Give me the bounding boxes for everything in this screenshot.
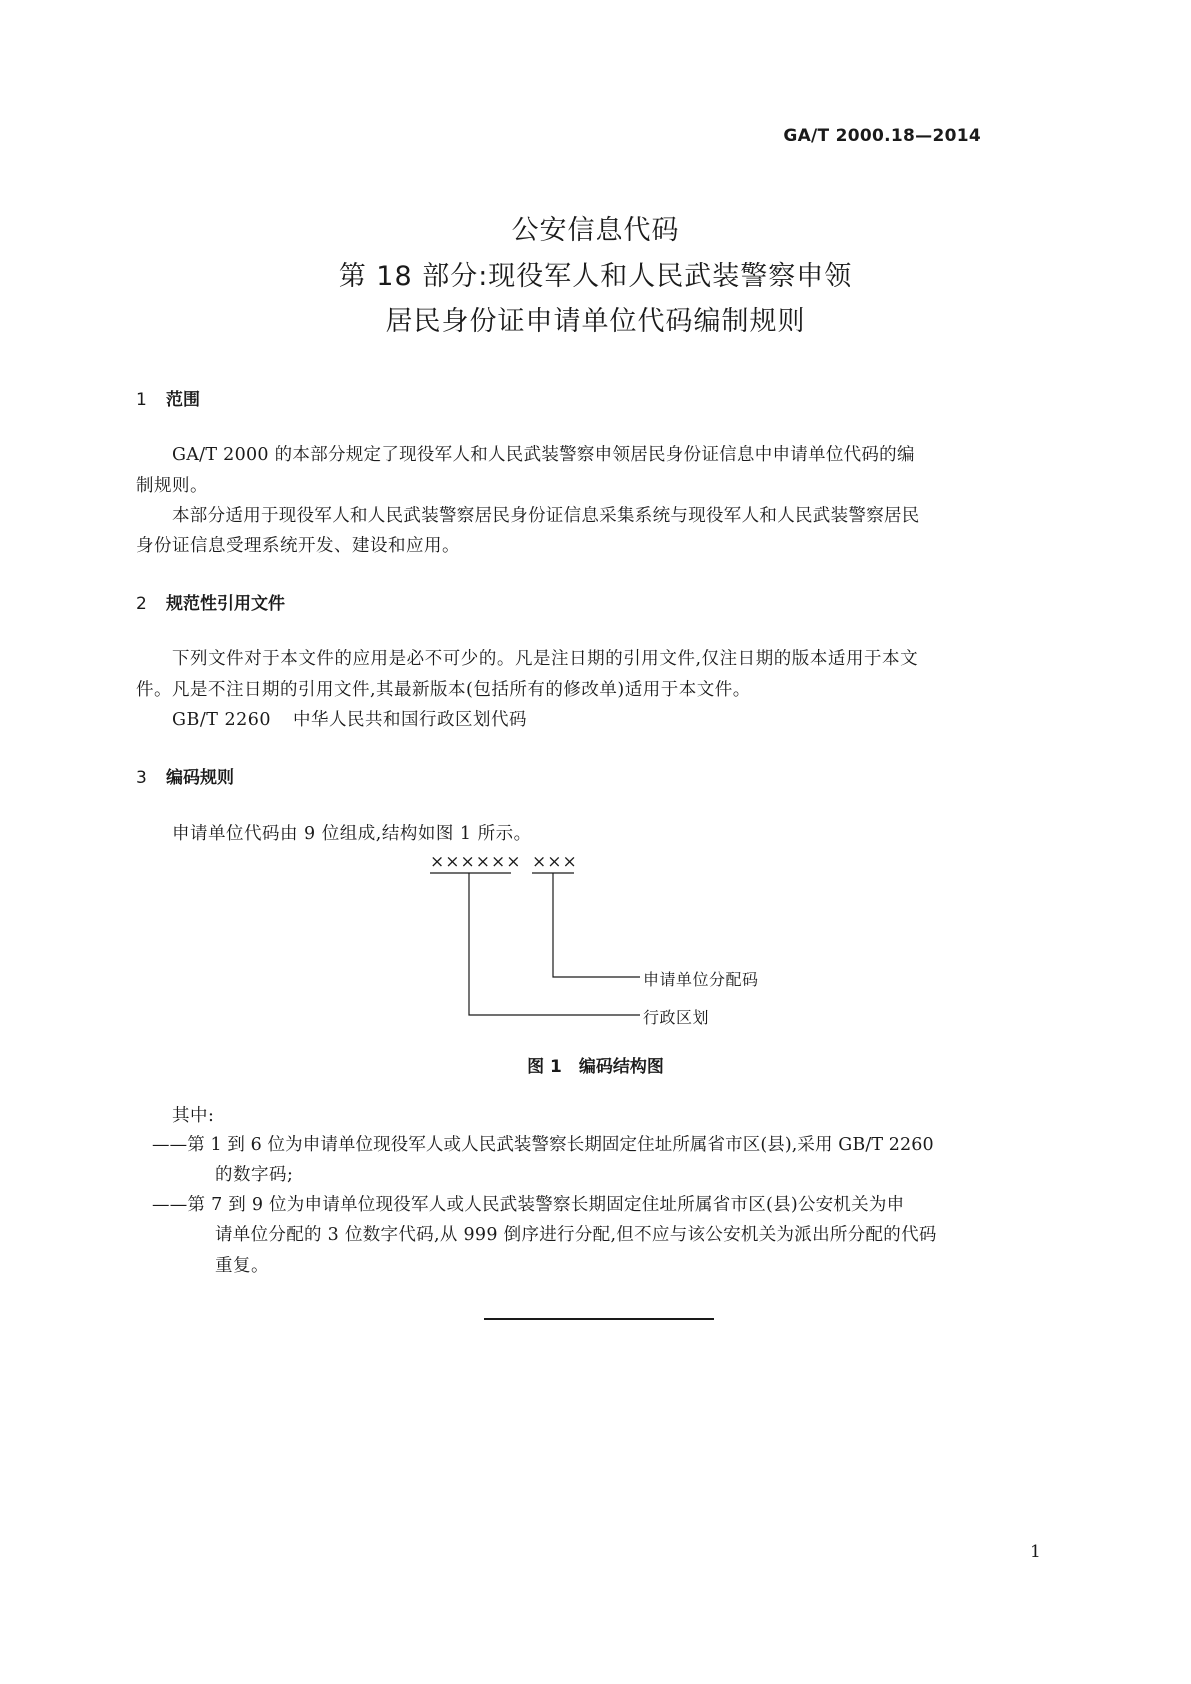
label-administrative-division: 行政区划 (643, 1008, 710, 1027)
note-1-line-1: ——第 1 到 6 位为申请单位现役军人或人民武装警察长期固定住址所属省市区(县),采用 GB/T 2260 (152, 1135, 934, 1155)
connector-admin (469, 873, 640, 1015)
reference-title: 中华人民共和国行政区划代码 (293, 710, 528, 730)
note-2-line-2: 请单位分配的 3 位数字代码,从 999 倒序进行分配,但不应与该公安机关为派出所分配的代码 (215, 1225, 937, 1245)
code-group-unit: ××× (532, 852, 578, 872)
section-3-title: 编码规则 (166, 768, 234, 788)
section-3-number: 3 (136, 768, 147, 788)
section-2-paragraph-line-1: 下列文件对于本文件的应用是必不可少的。凡是注日期的引用文件,仅注日期的版本适用于本文 (172, 649, 919, 669)
connector-unit (553, 873, 640, 977)
figure-caption: 图 1 编码结构图 (527, 1057, 664, 1077)
section-1-title: 范围 (166, 390, 200, 410)
section-2-title: 规范性引用文件 (166, 594, 285, 614)
section-1-paragraph-2-line-2: 身份证信息受理系统开发、建设和应用。 (136, 536, 460, 556)
note-2-line-1: ——第 7 到 9 位为申请单位现役军人或人民武装警察长期固定住址所属省市区(县)公安机关为申 (152, 1195, 905, 1215)
note-2-line-3: 重复。 (215, 1256, 269, 1276)
document-title-line-1: 公安信息代码 (511, 215, 680, 246)
standard-code: GA/T 2000.18—2014 (783, 126, 981, 146)
section-2-number: 2 (136, 594, 147, 614)
document-title-line-3: 居民身份证申请单位代码编制规则 (385, 306, 806, 337)
document-title-line-2: 第 18 部分:现役军人和人民武装警察申领 (338, 261, 853, 292)
section-1-paragraph-1-line-1: GA/T 2000 的本部分规定了现役军人和人民武装警察申领居民身份证信息中申请单位代码的编 (172, 445, 915, 465)
note-1-line-2: 的数字码; (215, 1165, 294, 1185)
section-1-number: 1 (136, 390, 147, 410)
section-2-paragraph-line-2: 件。凡是不注日期的引用文件,其最新版本(包括所有的修改单)适用于本文件。 (136, 680, 751, 700)
section-1-paragraph-2-line-1: 本部分适用于现役军人和人民武装警察居民身份证信息采集系统与现役军人和人民武装警察居民 (172, 506, 920, 526)
code-group-admin: ×××××× (430, 852, 522, 872)
section-1-paragraph-1-line-2: 制规则。 (136, 476, 208, 496)
reference-code: GB/T 2260 (172, 710, 272, 730)
label-unit-allocation-code: 申请单位分配码 (643, 970, 759, 989)
page-number: 1 (1030, 1542, 1041, 1562)
notes-lead: 其中: (172, 1106, 215, 1126)
section-3-intro: 申请单位代码由 9 位组成,结构如图 1 所示。 (172, 824, 532, 844)
end-rule (484, 1318, 714, 1320)
